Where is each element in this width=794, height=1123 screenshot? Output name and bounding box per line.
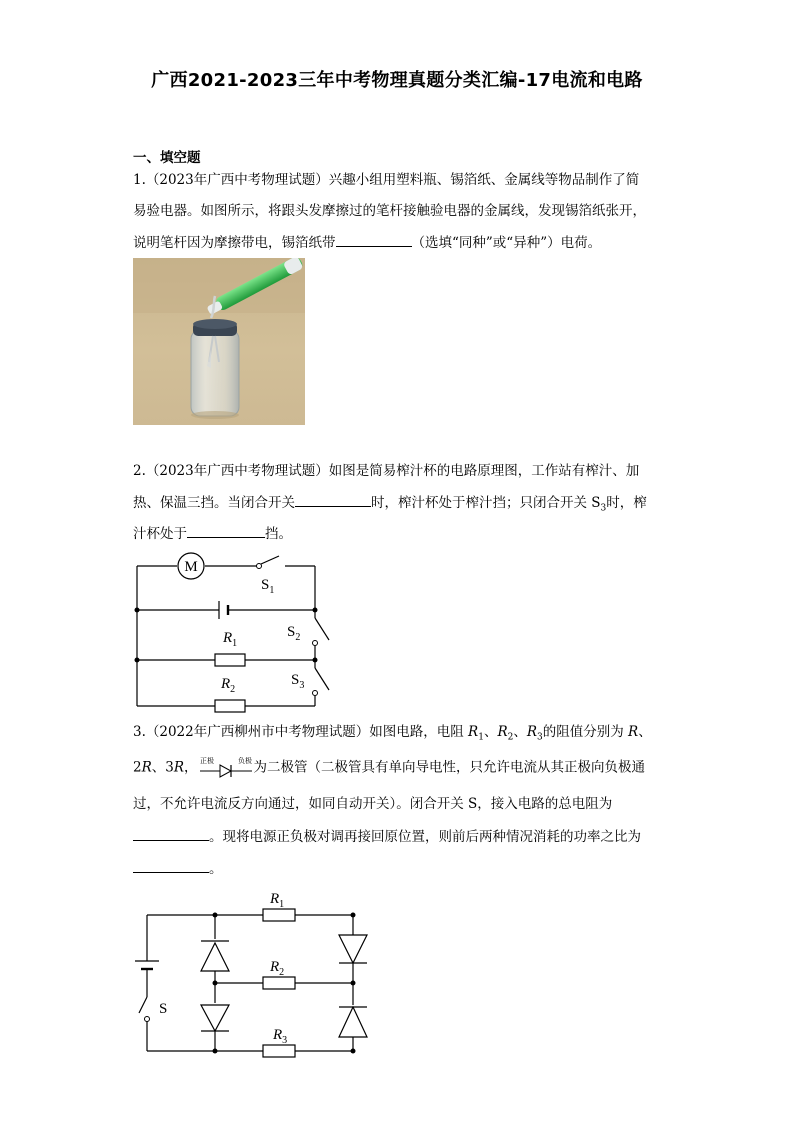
q1-line-2: 易验电器。如图所示，将跟头发摩擦过的笔杆接触验电器的金属线，发现锡箔纸张开， bbox=[133, 203, 646, 219]
q3-line-1-text-a: 3.（2022年广西柳州市中考物理试题）如图电路，电阻 bbox=[133, 724, 469, 740]
switch-s-label: S bbox=[159, 1001, 168, 1017]
junction-dot bbox=[313, 658, 318, 663]
r2-label: $R_2$ bbox=[270, 959, 285, 978]
q1-answer-blank[interactable] bbox=[336, 232, 412, 247]
q2-line-2-text-c: 时，榨 bbox=[606, 495, 647, 511]
s2-label: $S_2$ bbox=[287, 624, 301, 643]
diode-left-top bbox=[201, 943, 229, 971]
resistor-r2 bbox=[215, 700, 245, 712]
r3-label: $R_3$ bbox=[273, 1027, 288, 1046]
junction-dot bbox=[351, 913, 356, 918]
var-r: R bbox=[497, 724, 508, 740]
junction-dot bbox=[213, 981, 218, 986]
sep: ， bbox=[184, 759, 198, 776]
junction-dot bbox=[351, 981, 356, 986]
q3-line-2-text: 为二极管（二极管具有单向导电性，只允许电流从其正极向负极通 bbox=[253, 759, 646, 776]
diode-left-bottom bbox=[201, 1005, 229, 1031]
q1-line-3 bbox=[133, 232, 601, 253]
sep: 、 bbox=[513, 724, 527, 740]
junction-dot bbox=[213, 913, 218, 918]
sep: 、 bbox=[638, 724, 652, 740]
var-r: R bbox=[141, 759, 152, 776]
q2-line-1: 2.（2023年广西中考物理试题）如图是简易榨汁杯的电路原理图，工作站有榨汁、加 bbox=[133, 463, 640, 479]
diode-negative-label: 负极 bbox=[237, 757, 252, 765]
var-r: R bbox=[173, 759, 185, 776]
q2-line-2-text-a: 热、保温三挡。当闭合开关 bbox=[133, 495, 295, 511]
q2-line-2 bbox=[133, 492, 647, 519]
q1-line-3-text-a: 说明笔杆因为摩擦带电，锡箔纸带 bbox=[133, 235, 336, 251]
q3-line-4 bbox=[133, 826, 641, 847]
sep: 、 bbox=[483, 724, 498, 740]
resistor-r1 bbox=[215, 654, 245, 666]
q2-answer-blank-1[interactable] bbox=[295, 492, 371, 507]
diode-legend-icon bbox=[198, 755, 254, 781]
sub-1: 1 bbox=[478, 732, 484, 743]
q1-line-3-text-b: （选填“同种”或“异种”）电荷。 bbox=[411, 235, 602, 251]
diode-circuit-diagram bbox=[133, 885, 383, 1065]
page-title: 广西2021-2023三年中考物理真题分类汇编-17电流和电路 bbox=[151, 70, 643, 91]
var-r: R bbox=[526, 724, 538, 740]
q2-s3-subscript: 3 bbox=[600, 503, 607, 514]
junction-dot bbox=[135, 658, 140, 663]
q3-answer-blank-2[interactable] bbox=[133, 858, 209, 873]
q3-line-2 bbox=[133, 755, 645, 781]
diode-right-bottom bbox=[339, 1007, 367, 1037]
r1-label: $R_1$ bbox=[270, 891, 285, 910]
junction-dot bbox=[135, 608, 140, 613]
junction-dot bbox=[213, 1049, 218, 1054]
s3-label: $S_3$ bbox=[291, 672, 305, 691]
junction-dot bbox=[351, 1049, 356, 1054]
var-r: R bbox=[468, 724, 479, 740]
q3-line-5-text: 。 bbox=[209, 861, 223, 877]
q3-line-3: 过，不允许电流反方向通过，如同自动开关）。闭合开关 S，接入电路的总电阻为 bbox=[133, 796, 613, 812]
r2-label: $R_2$ bbox=[221, 676, 236, 695]
sub-2: 2 bbox=[507, 732, 514, 743]
var-r: R bbox=[628, 724, 639, 740]
r1-label: $R_1$ bbox=[223, 630, 238, 649]
q3-line-1 bbox=[133, 722, 652, 748]
diode-right-top bbox=[339, 935, 367, 963]
q3-answer-blank-1[interactable] bbox=[133, 826, 209, 841]
sub-3: 3 bbox=[537, 732, 543, 743]
s1-label: $S_1$ bbox=[261, 577, 275, 596]
section-heading: 一、填空题 bbox=[133, 150, 201, 166]
q2-line-3-text-a: 汁杯处于 bbox=[133, 526, 187, 542]
q3-line-1-text-b: 的阻值分别为 bbox=[542, 724, 629, 740]
resistor-r2 bbox=[263, 977, 295, 989]
q2-answer-blank-2[interactable] bbox=[187, 523, 265, 538]
q2-line-3 bbox=[133, 523, 292, 544]
q3-line-4-text: 。现将电源正负极对调再接回原位置，则前后两种情况消耗的功率之比为 bbox=[209, 829, 641, 845]
q2-line-3-text-b: 挡。 bbox=[265, 526, 292, 542]
junction-dot bbox=[313, 608, 318, 613]
resistor-r3 bbox=[263, 1045, 295, 1057]
diode-positive-label: 正极 bbox=[199, 757, 214, 765]
bottle bbox=[191, 330, 239, 416]
coef-3: 、3 bbox=[151, 759, 174, 776]
q3-line-5 bbox=[133, 858, 223, 879]
q2-line-2-text-b: 时，榨汁杯处于榨汁挡；只闭合开关 S bbox=[371, 495, 601, 511]
electroscope-photo bbox=[133, 258, 305, 425]
q1-line-1: 1.（2023年广西中考物理试题）兴趣小组用塑料瓶、锡箔纸、金属线等物品制作了简 bbox=[133, 172, 640, 188]
coef-2: 2 bbox=[133, 759, 142, 776]
switch-s bbox=[139, 997, 147, 1013]
motor-label: M bbox=[184, 559, 198, 575]
juicer-circuit-diagram bbox=[133, 548, 343, 714]
resistor-r1 bbox=[263, 909, 295, 921]
